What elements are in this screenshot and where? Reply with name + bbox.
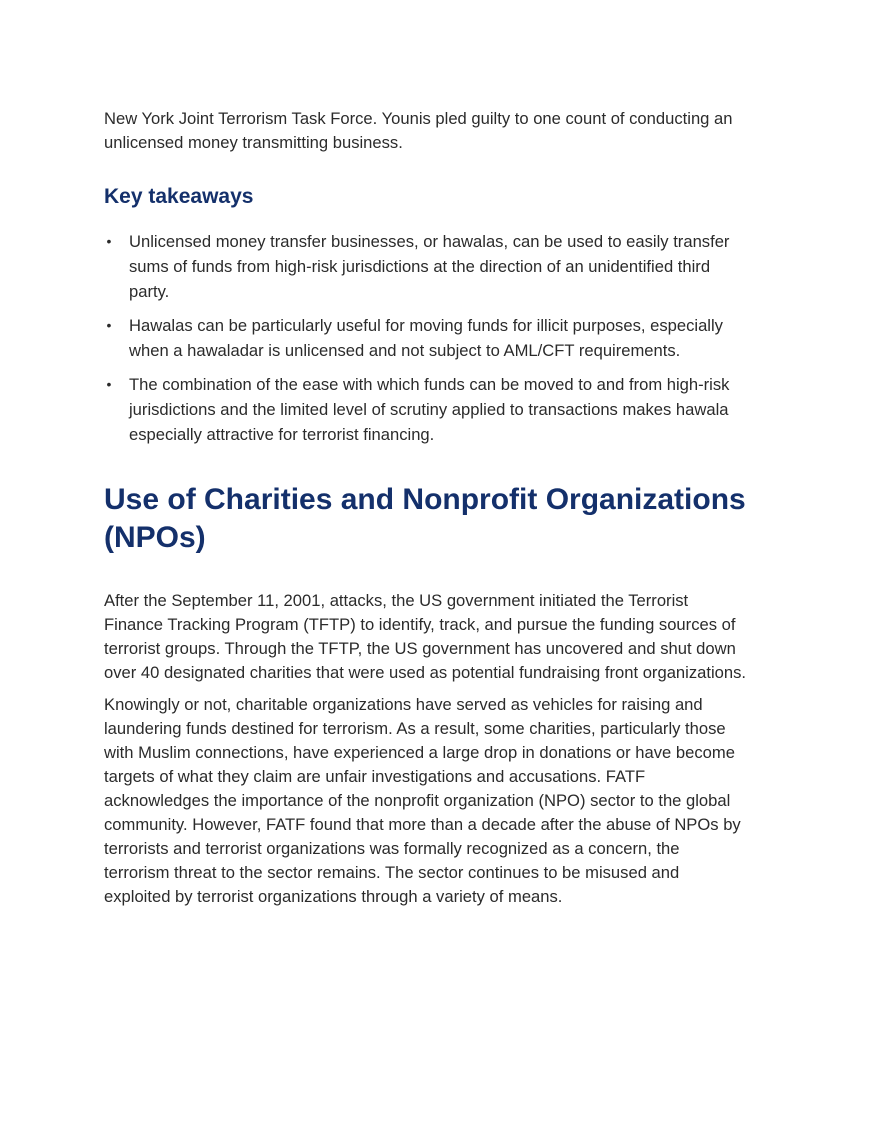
list-item-text: Hawalas can be particularly useful for moving funds for illicit purposes, especially when a hawaladar is unlicensed and not subject to AML/CFT requirements. xyxy=(129,316,723,360)
bullet-icon: • xyxy=(106,376,112,392)
bullet-icon: • xyxy=(106,233,112,249)
document-page xyxy=(104,107,748,909)
list-item-text: The combination of the ease with which funds can be moved to and from high-risk jurisdictions and the limited level of scrutiny applied to transactions makes hawala especially attractive for terrorist financing. xyxy=(129,375,730,444)
key-takeaways-list xyxy=(104,229,748,447)
list-item xyxy=(104,229,748,304)
section-body xyxy=(104,589,748,909)
key-takeaways-heading: Key takeaways xyxy=(104,185,254,208)
bullet-icon: • xyxy=(106,317,112,333)
list-item xyxy=(104,372,748,447)
section-paragraph: After the September 11, 2001, attacks, the US government initiated the Terrorist Finance Tracking Program (TFTP) to identify, track, and pursue the funding sources of terrorist groups. Through the TFTP, the US government has uncovered and shut down over 40 designated charities that were used as potential fundraising front organizations. xyxy=(104,591,747,682)
intro-paragraph: New York Joint Terrorism Task Force. Younis pled guilty to one count of conducting an unlicensed money transmitting business. xyxy=(104,109,733,152)
list-item-text: Unlicensed money transfer businesses, or hawalas, can be used to easily transfer sums of funds from high-risk jurisdictions at the direction of an unidentified third party. xyxy=(129,232,730,301)
list-item xyxy=(104,313,748,363)
section-title: Use of Charities and Nonprofit Organizations (NPOs) xyxy=(104,483,746,554)
section-paragraph: Knowingly or not, charitable organizations have served as vehicles for raising and laundering funds destined for terrorism. As a result, some charities, particularly those with Muslim connections, have experienced a large drop in donations or have become targets of what they claim are unfair investigations and accusations. FATF acknowledges the importance of the nonprofit organization (NPO) sector to the global community. However, FATF found that more than a decade after the abuse of NPOs by terrorists and terrorist organizations was formally recognized as a concern, the terrorism threat to the sector remains. The sector continues to be misused and exploited by terrorist organizations through a variety of means. xyxy=(104,695,741,906)
